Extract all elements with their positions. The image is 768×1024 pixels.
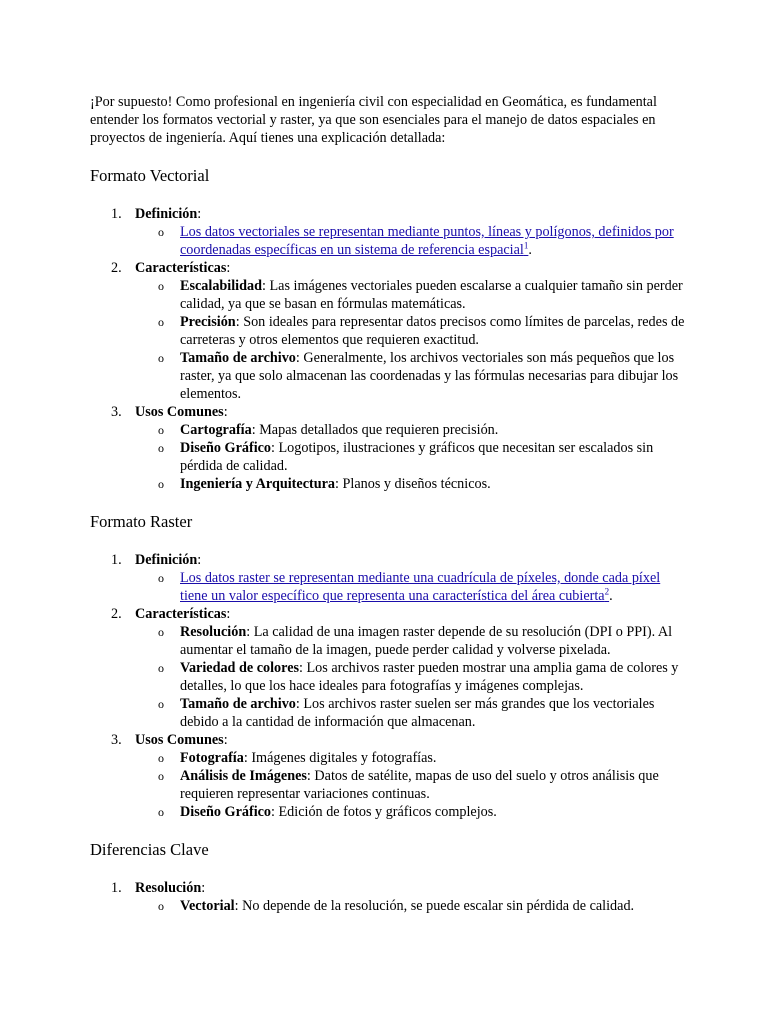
term: Cartografía <box>180 422 252 438</box>
item-label: Resolución <box>135 880 202 896</box>
sub-item <box>90 803 690 821</box>
sub-item <box>90 623 690 659</box>
sub-item <box>90 475 690 493</box>
term-text: : Los archivos raster suelen ser más grandes que los vectoriales debido a la cantidad de información que almacenan. <box>180 696 655 730</box>
sub-item <box>90 223 690 259</box>
item-label: Definición <box>135 206 198 222</box>
sub-item <box>90 277 690 313</box>
bullet-marker: o <box>158 899 164 913</box>
bullet-marker: o <box>158 477 164 491</box>
colon: : <box>226 260 231 276</box>
period: . <box>528 242 532 258</box>
item-label: Características <box>135 606 227 622</box>
sublist <box>135 223 690 259</box>
sublist <box>135 623 690 731</box>
list-item <box>90 259 690 403</box>
definition-link[interactable]: Los datos vectoriales se representan mediante puntos, líneas y polígonos, definidos por coordenadas específicas en un sistema de referencia espacial <box>180 224 674 258</box>
section-heading-diferencias: Diferencias Clave <box>90 840 209 859</box>
term: Fotografía <box>180 750 244 766</box>
list-item <box>90 605 690 731</box>
footnote-number: 1 <box>523 240 529 251</box>
bullet-marker: o <box>158 279 164 293</box>
item-number: 3. <box>111 404 122 420</box>
sublist <box>135 569 690 605</box>
colon: : <box>226 606 231 622</box>
sub-item <box>90 897 690 915</box>
term: Tamaño de archivo <box>180 350 296 366</box>
item-label: Usos Comunes <box>135 732 224 748</box>
sub-item <box>90 569 690 605</box>
item-label: Definición <box>135 552 198 568</box>
term-text: : Logotipos, ilustraciones y gráficos que necesitan ser escalados sin pérdida de calidad. <box>180 440 654 474</box>
term: Vectorial <box>180 898 235 914</box>
document-page <box>90 93 690 915</box>
item-number: 2. <box>111 606 122 622</box>
item-number: 1. <box>111 206 122 222</box>
term: Resolución <box>180 624 247 640</box>
term-text: : Imágenes digitales y fotografías. <box>243 750 437 766</box>
sublist <box>135 421 690 493</box>
term: Precisión <box>180 314 236 330</box>
list-vectorial <box>90 205 690 493</box>
item-number: 3. <box>111 732 122 748</box>
sub-item <box>90 349 690 403</box>
list-item <box>90 205 690 259</box>
colon: : <box>197 552 202 568</box>
term: Tamaño de archivo <box>180 696 296 712</box>
section-heading-raster: Formato Raster <box>90 512 193 531</box>
definition-link[interactable]: Los datos raster se representan mediante una cuadrícula de píxeles, donde cada píxel tiene un valor específico que representa una característica del área cubierta <box>180 570 661 604</box>
term: Diseño Gráfico <box>180 440 272 456</box>
term: Ingeniería y Arquitectura <box>180 476 336 492</box>
sub-item <box>90 749 690 767</box>
bullet-marker: o <box>158 751 164 765</box>
colon: : <box>223 404 228 420</box>
list-item <box>90 731 690 821</box>
list-item <box>90 879 690 915</box>
term: Variedad de colores <box>180 660 300 676</box>
item-number: 1. <box>111 880 122 896</box>
bullet-marker: o <box>158 225 164 239</box>
term-text: : Generalmente, los archivos vectoriales son más pequeños que los raster, ya que solo almacenan las coordenadas y las fórmulas necesarias para dibujar los elementos. <box>180 350 679 402</box>
sublist <box>135 897 690 915</box>
bullet-marker: o <box>158 351 164 365</box>
bullet-marker: o <box>158 315 164 329</box>
sub-item <box>90 421 690 439</box>
period: . <box>609 588 613 604</box>
list-raster <box>90 551 690 821</box>
sublist <box>135 277 690 403</box>
item-label: Usos Comunes <box>135 404 224 420</box>
sub-item <box>90 439 690 475</box>
colon: : <box>223 732 228 748</box>
item-number: 2. <box>111 260 122 276</box>
sub-item <box>90 659 690 695</box>
bullet-marker: o <box>158 769 164 783</box>
bullet-marker: o <box>158 697 164 711</box>
term-text: : Los archivos raster pueden mostrar una amplia gama de colores y detalles, lo que los hace ideales para fotografías y imágenes complejas. <box>180 660 679 694</box>
sub-item <box>90 695 690 731</box>
bullet-marker: o <box>158 441 164 455</box>
colon: : <box>201 880 206 896</box>
bullet-marker: o <box>158 423 164 437</box>
term-text: : Edición de fotos y gráficos complejos. <box>271 804 497 820</box>
term: Diseño Gráfico <box>180 804 272 820</box>
bullet-marker: o <box>158 571 164 585</box>
intro-paragraph: ¡Por supuesto! Como profesional en ingeniería civil con especialidad en Geomática, es fundamental entender los formatos vectorial y raster, ya que son esenciales para el manejo de datos espaciales en proyectos de ingeniería. Aquí tienes una explicación detallada: <box>90 94 657 146</box>
colon: : <box>197 206 202 222</box>
term-text: : La calidad de una imagen raster depende de su resolución (DPI o PPI). Al aumentar el tamaño de la imagen, puede perder calidad y volverse pixelada. <box>180 624 673 658</box>
list-item <box>90 403 690 493</box>
bullet-marker: o <box>158 661 164 675</box>
term-text: : Datos de satélite, mapas de uso del suelo y otros análisis que requieren representar variaciones continuas. <box>180 768 659 802</box>
term-text: : Son ideales para representar datos precisos como límites de parcelas, redes de carreteras y otros elementos que requieren exactitud. <box>180 314 685 348</box>
term-text: : No depende de la resolución, se puede escalar sin pérdida de calidad. <box>234 898 635 914</box>
list-item <box>90 551 690 605</box>
term-text: : Las imágenes vectoriales pueden escalarse a cualquier tamaño sin perder calidad, ya que se basan en fórmulas matemáticas. <box>180 278 683 312</box>
sublist <box>135 749 690 821</box>
list-diferencias <box>90 879 690 915</box>
bullet-marker: o <box>158 625 164 639</box>
bullet-marker: o <box>158 805 164 819</box>
term-text: : Mapas detallados que requieren precisión. <box>251 422 499 438</box>
footnote-number: 2 <box>604 586 610 597</box>
term-text: : Planos y diseños técnicos. <box>335 476 491 492</box>
term: Análisis de Imágenes <box>180 768 307 784</box>
section-heading-vectorial: Formato Vectorial <box>90 166 210 185</box>
item-label: Características <box>135 260 227 276</box>
sub-item <box>90 767 690 803</box>
term: Escalabilidad <box>180 278 263 294</box>
item-number: 1. <box>111 552 122 568</box>
sub-item <box>90 313 690 349</box>
